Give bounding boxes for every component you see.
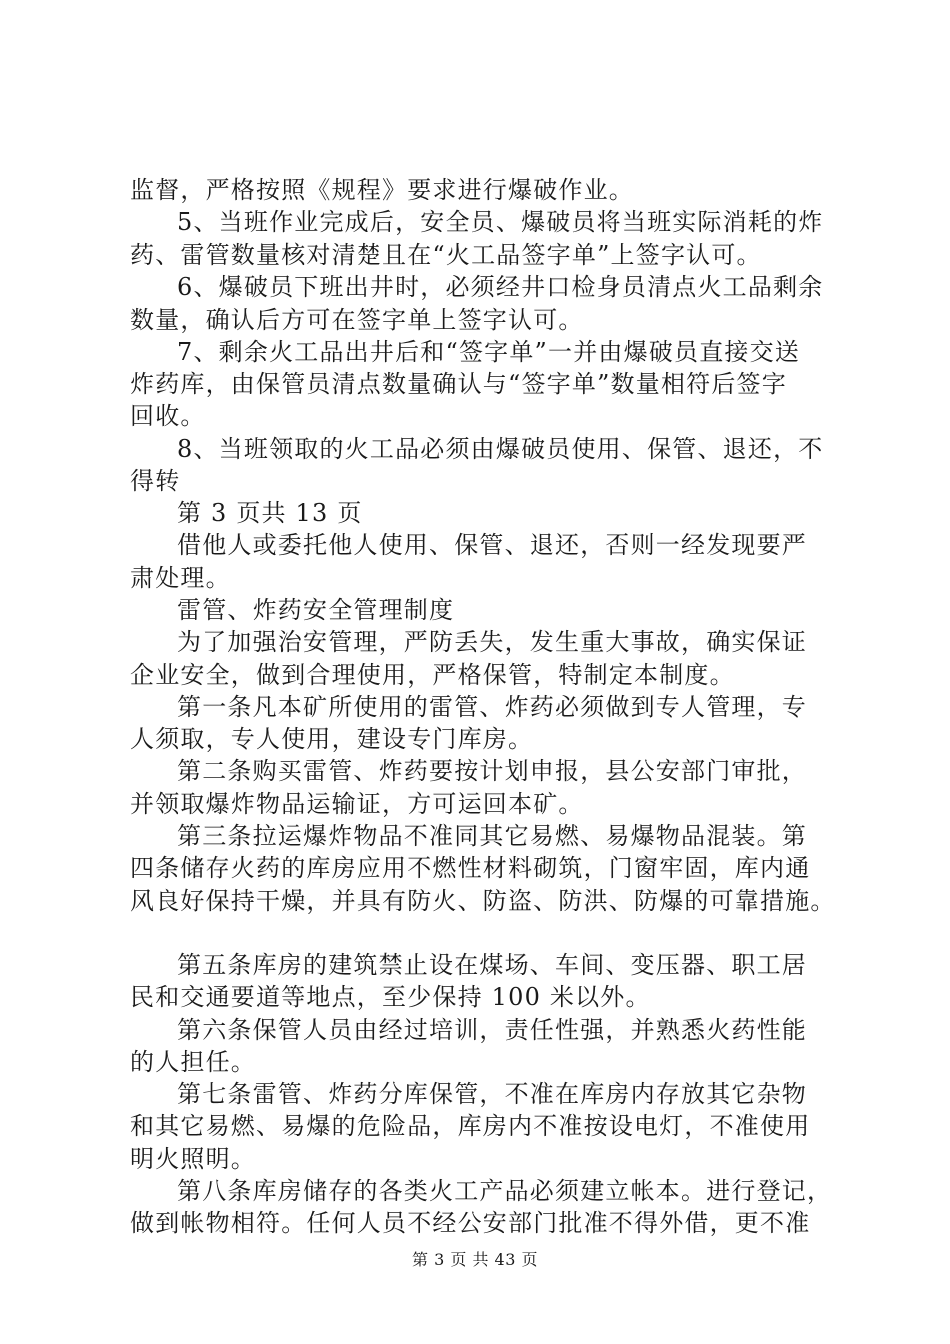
text-line: 第二条购买雷管、炸药要按计划申报，县公安部门审批，: [177, 757, 807, 785]
text-line: 明火照明。: [130, 1145, 256, 1173]
text-line: 第三条拉运爆炸物品不准同其它易燃、易爆物品混装。第: [177, 822, 807, 850]
text-line: 肃处理。: [130, 564, 231, 592]
text-line: 第一条凡本矿所使用的雷管、炸药必须做到专人管理，专: [177, 693, 807, 721]
text-line: 风良好保持干燥，并具有防火、防盗、防洪、防爆的可靠措施。: [130, 887, 836, 915]
text-line: 第七条雷管、炸药分库保管，不准在库房内存放其它杂物: [177, 1080, 807, 1108]
text-line: 民和交通要道等地点，至少保持 100 米以外。: [130, 983, 651, 1011]
text-line: 回收。: [130, 402, 206, 430]
text-line: 人须取，专人使用，建设专门库房。: [130, 725, 534, 753]
text-line: 做到帐物相符。任何人员不经公安部门批准不得外借，更不准: [130, 1209, 811, 1237]
text-line: 5、当班作业完成后，安全员、爆破员将当班实际消耗的炸: [177, 208, 824, 236]
text-line: 借他人或委托他人使用、保管、退还，否则一经发现要严: [177, 531, 807, 559]
text-line: 为了加强治安管理，严防丢失，发生重大事故，确实保证: [177, 628, 807, 656]
text-line: 6、爆破员下班出井时，必须经井口检身员清点火工品剩余: [177, 273, 824, 301]
text-line: 得转: [130, 467, 181, 495]
text-line: 8、当班领取的火工品必须由爆破员使用、保管、退还，不: [177, 435, 824, 463]
text-line: 7、剩余火工品出井后和“签字单”一并由爆破员直接交送: [177, 338, 801, 366]
text-line: 第五条库房的建筑禁止设在煤场、车间、变压器、职工居: [177, 951, 807, 979]
text-line: 监督，严格按照《规程》要求进行爆破作业。: [130, 176, 634, 204]
text-line: 炸药库，由保管员清点数量确认与“签字单”数量相符后签字: [130, 370, 787, 398]
text-line: 第八条库房储存的各类火工产品必须建立帐本。进行登记，: [177, 1177, 833, 1205]
text-line: 的人担任。: [130, 1048, 256, 1076]
text-line: 企业安全，做到合理使用，严格保管，特制定本制度。: [130, 661, 735, 689]
text-line: 和其它易燃、易爆的危险品，库房内不准按设电灯，不准使用: [130, 1112, 811, 1140]
text-line: 四条储存火药的库房应用不燃性材料砌筑，门窗牢固，库内通: [130, 854, 811, 882]
text-line: 药、雷管数量核对清楚且在“火工品签字单”上签字认可。: [130, 241, 762, 269]
text-line: 并领取爆炸物品运输证，方可运回本矿。: [130, 790, 584, 818]
page-footer: 第 3 页 共 43 页: [412, 1250, 538, 1269]
text-line: 第六条保管人员由经过培训，责任性强，并熟悉火药性能: [177, 1016, 807, 1044]
inline-page-marker: 第 3 页共 13 页: [177, 499, 363, 527]
text-line: 数量，确认后方可在签字单上签字认可。: [130, 306, 584, 334]
section-title: 雷管、炸药安全管理制度: [177, 596, 455, 624]
